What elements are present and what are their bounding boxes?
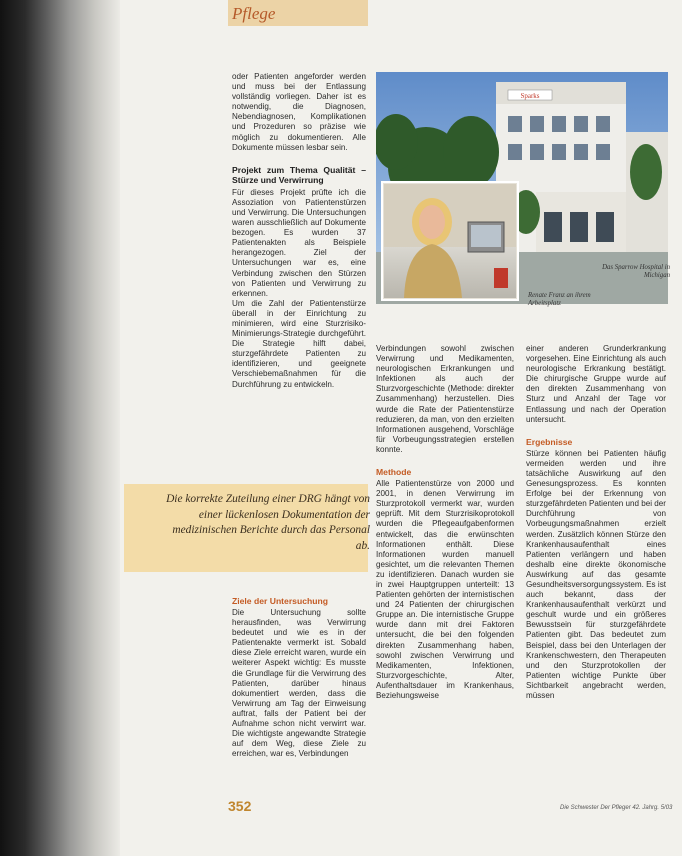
method-heading: Methode — [376, 467, 412, 478]
middle-paragraph-top: Verbindungen sowohl zwischen Verwirrung und Medikamenten, neurologischen Erkrankungen und Infektionen als auch der Sturzvorgeschichte (Methode: direkter Zusammenhang) herzustellen. Dies wurde die Rate der Patientenstürze reduzieren, da man, von den erzielten Informationen ausgehend, Vorschläge für Vorbeugungsstrategien erstellen konnte. — [376, 344, 514, 454]
publication-reference: Die Schwester Der Pfleger 42. Jahrg. 5/03 — [560, 805, 673, 811]
page-number: 352 — [228, 798, 252, 814]
column-middle — [376, 344, 514, 701]
building-sign: Sparks — [520, 92, 540, 100]
results-heading: Ergebnisse — [526, 436, 573, 447]
results-paragraph: Stürze können bei Patienten häufig vermeiden werden und ihre tatsächliche Auswirkung auf den Genesungsprozess. Es konnten Erfolge bei der Erkennung von sturzgefährdeten Patienten und bei der Durchführung von Vorbeugungsmaßnahmen erzielt werden. Zusätzlich können Stürze den Krankenhausaufenthalt eines Patienten verlängern und haben deshalb eine direkte ökonomische Auswirkung auf das gesamte Gesundheitsversorgungssystem. Es ist auch bekannt, dass der Krankenhausaufenthalt verkürzt und geschult wurde und ein größeres Bewusstsein für sturzgefährdete Patienten gibt. Das bedeutet zum Beispiel, dass bei den Unterlagen der Krankenschwestern, den Therapeuten und den Sturzprotokollen der Patienten wichtige Punkte über Sichtbarkeit angebracht werden, müssen — [526, 448, 666, 700]
column-left-bottom — [232, 596, 366, 759]
column-right — [526, 344, 666, 701]
goals-heading: Ziele der Untersuchung — [232, 596, 328, 606]
right-paragraph-top: einer anderen Grunderkrankung vorgesehen. Eine Einrichtung als auch neurologische Erkrankung bestätigt. Die chirurgische Gruppe wurde auf den direkten Zusammenhang von Sturz und Anzahl der Tage vor Entlassung und nach der Operation untersucht. — [526, 344, 666, 424]
pull-quote: Die korrekte Zuteilung einer DRG hängt von einer lückenlosen Dokumentation der medizinischen Berichte durch das Personal ab. — [166, 493, 370, 552]
caption-building: Das Sparrow Hospital in Michigan — [602, 264, 670, 279]
project-heading: Projekt zum Thema Qualität – Stürze und Verwirrung — [232, 164, 366, 185]
project-paragraph-2: Um die Zahl der Patientenstürze überall in der Einrichtung zu minimieren, wird eine Sturzrisiko-Minimierungs-Strategie durchgeführt. Die Strategie hilft dabei, sturzgefährdete Patienten zu identifizieren, und geeignete Verschiebemaßnahmen für die Durchführung zu entwickeln. — [232, 298, 366, 389]
project-paragraph-1: Für dieses Projekt prüfte ich die Assoziation von Patientenstürzen und Verwirrung. Die Untersuchungen waren ausschließlich auf Dokumente bezogen. Es wurden 37 Patientenakten als Beispiele herangezogen. Ziel der Untersuchungen war es, eine Verbindung zwischen den Stürzen von Patienten und Verwirrung zu erkennen. — [232, 187, 366, 298]
caption-person: Renate Franz an ihrem Arbeitsplatz — [528, 292, 591, 307]
book-spine — [0, 0, 120, 856]
intro-paragraph: oder Patienten angeforder werden und muss bei der Entlassung vollständig vorliegen. Daher ist es notwendig, die Diagnosen, Nebendiagnosen, Komplikationen und Prozeduren so präzise wie möglich zu dokumentieren. Alle Dokumente müssen lesbar sein. — [232, 72, 366, 152]
column-left-top — [232, 72, 366, 390]
goals-paragraph: Die Untersuchung sollte herausfinden, was Verwirrung bedeutet und wie es in der Patientenakte vermerkt ist. Sobald diese Ziele erreicht waren, wurde ein weiterer Aspekt wichtig: Es musste die Grundlage für die Verwirrung des Patienten, darüber hinaus dokumentiert werden, dass die Verwirrung am Tag der Einweisung auftrat, falls der Patient bei der Aufnahme schon nicht verwirrt war. Die wichtigste angewandte Strategie auf dem Weg, diese Ziele zu erreichen, war es, Verbindungen — [232, 608, 366, 759]
section-header: Pflege — [232, 4, 276, 23]
method-paragraph: Alle Patientenstürze von 2000 und 2001, in denen Verwirrung im Sturzprotokoll vermerkt war, wurden geprüft. Mit dem Sturzrisikoprotokoll wurden die Pflegeaufgabenformen entwickelt, das die erwünschten Informationen enthält. Diese Informationen wurden manuell gesichtet, um die relevanten Themen zu identifizieren. Danach wurden sie in zwei Hauptgruppen unterteilt: 13 Patienten gehörten der internistischen und 24 Patienten der chirurgischen Gruppe an. Die internistische Gruppe wurde dann mit drei Faktoren untersucht, die bei den folgenden direkten Zusammenhang haben, sowohl zwischen Verwirrung und Medikamenten, Infektionen, Sturzvorgeschichte, Alter, Aufenthaltsdauer im Krankenhaus, Beziehungsweise — [376, 479, 514, 700]
